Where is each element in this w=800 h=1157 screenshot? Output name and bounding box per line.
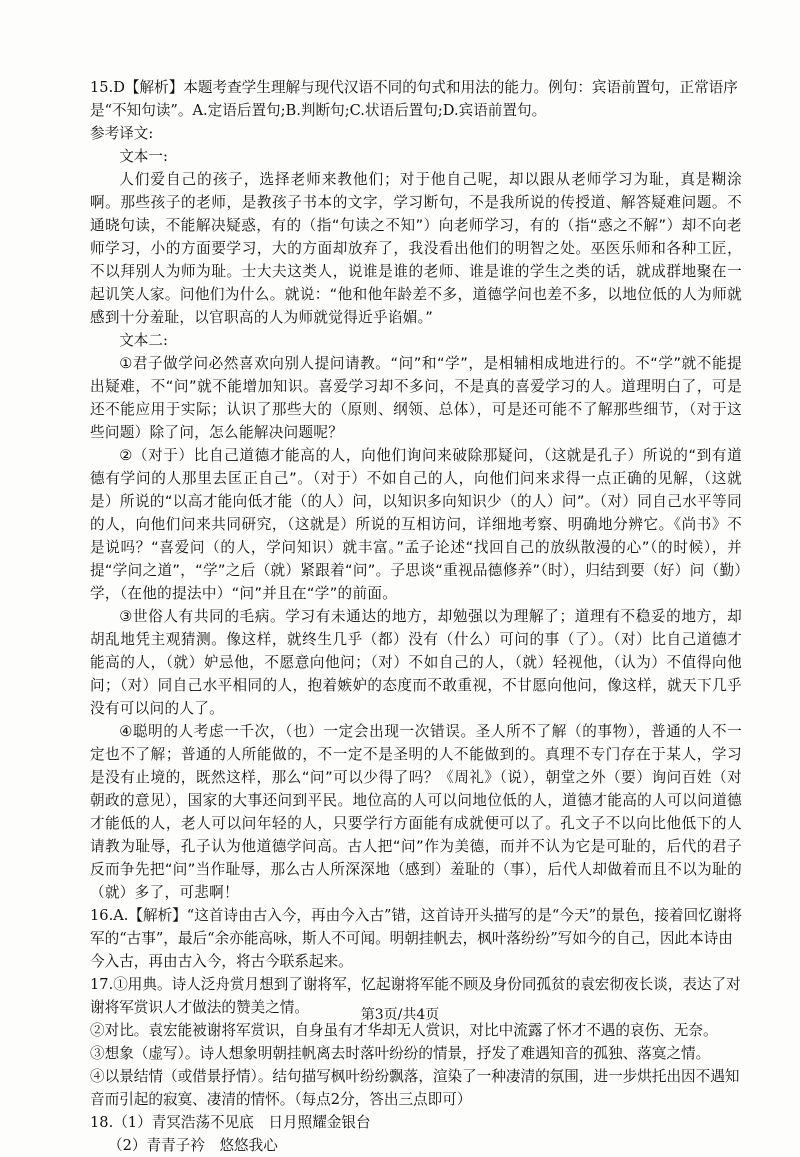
text2-paragraph-2: ②（对于）比自己道德才能高的人，向他们询问来破除那疑问，（这就是孔子）所说的“到有道德有学问的人那里去匡正自己”。（对于）不如自己的人，向他们问来求得一点正确的见解，（这就是）所说的“以高才能向低才能（的人）问，以知识多向知识少（的人）问”。（对）同自己水平等同的人，向他们问来共同研究，（这就是）所说的互相访问，详细地考察、明确地分辨它。《尚书》不是说吗？“喜爱问（的人，学问知识）就丰富。”孟子论述“找回自己的放纵散漫的心”（的时候），并提“学问之道”，“学”之后（就）紧跟着“问”。子思谈“重视品德修养”（时），归结到要（好）问（勤）学，（在他的提法中）“问”并且在“学”的前面。 — [90, 447, 742, 602]
q17-point-2: ②对比。袁宏能被谢将军赏识，自身虽有才华却无人赏识，对比中流露了怀才不遇的哀伤、无奈。 — [90, 1022, 718, 1039]
q17-point-1: 17.①用典。诗人泛舟赏月想到了谢将军，忆起谢将军能不顾及身份同孤贫的袁宏彻夜长谈，表达了对谢将军赏识人才做法的赞美之情。 — [90, 976, 741, 1016]
text2-paragraph-3: ③世俗人有共同的毛病。学习有未通达的地方，却勉强以为理解了；道理有不稳妥的地方，却胡乱地凭主观猜测。像这样，就终生几乎（都）没有（什么）可问的事（了）。（对）比自己道德才能高的人，（就）妒忌他，不愿意向他问；（对）不如自己的人，（就）轻视他，（认为）不值得向他问；（对）同自己水平相同的人，抱着嫉妒的态度而不敢重视，不甘愿向他问，像这样，就天下几乎没有可以问的人了。 — [90, 608, 742, 717]
page-number-footer: 第3页/共4页 — [360, 1007, 440, 1023]
q15-answer: 15.D【解析】本题考查学生理解与现代汉语不同的句式和用法的能力。例句：宾语前置句，正常语序是“不知句读”。A.定语后置句;B.判断句;C.状语后置句;D.宾语前置句。 — [90, 79, 738, 119]
text2-paragraph-1: ①君子做学问必然喜欢向别人提问请教。“问”和“学”，是相辅相成地进行的。不“学”就不能提出疑难，不“问”就不能增加知识。喜爱学习却不多问，不是真的喜爱学习的人。道理明白了，可是还不能应用于实际；认识了那些大的（原则、纲领、总体），可是还可能不了解那些细节，（对于这些问题）除了问，怎么能解决问题呢？ — [90, 355, 742, 441]
q18-answer-2: （2）青青子衿 悠悠我心 — [108, 1137, 278, 1154]
q17-point-4: ④以景结情（或借景抒情）。结句描写枫叶纷纷飘落，渲染了一种凄清的氛围，进一步烘托出因不遇知音而引起的寂寞、凄清的情怀。（每点2分，答出三点即可） — [90, 1068, 740, 1108]
q18-answer-1: 18.（1）青冥浩荡不见底 日月照耀金银台 — [90, 1114, 371, 1131]
reference-translation-heading: 参考译文: — [90, 125, 154, 142]
text1-paragraph: 人们爱自己的孩子，选择老师来教他们；对于他自己呢，却以跟从老师学习为耻，真是糊涂啊。那些孩子的老师，是教孩子书本的文字，学习断句，不是我所说的传授道、解答疑难问题。不通晓句读，不能解决疑惑，有的（指“句读之不知”）向老师学习，有的（指“惑之不解”）却不向老师学习，小的方面要学习，大的方面却放弃了，我没看出他们的明智之处。巫医乐师和各种工匠，不以拜别人为师为耻。士大夫这类人，说谁是谁的老师、谁是谁的学生之类的话，就成群地聚在一起讥笑人家。问他们为什么。就说：“他和他年龄差不多，道德学问也差不多，以地位低的人为师就感到十分羞耻，以官职高的人为师就觉得近乎谄媚。” — [90, 171, 742, 326]
text2-paragraph-4: ④聪明的人考虑一千次，（也）一定会出现一次错误。圣人所不了解（的事物），普通的人不一定也不了解；普通的人所能做的，不一定不是圣明的人不能做到的。真理不专门存在于某人，学习是没有止境的，既然这样，那么“问”可以少得了吗？《周礼》（说），朝堂之外（要）询问百姓（对朝政的意见），国家的大事还问到平民。地位高的人可以问地位低的人，道德才能高的人可以问道德才能低的人，老人可以问年轻的人，只要学行方面能有成就便可以了。孔文子不以向比他低下的人请教为耻辱，孔子认为他道德学问高。古人把“问”作为美德，而并不认为它是可耻的，后代的君子反而争先把“问”当作耻辱，那么古人所深深地（感到）羞耻的（事），后代人却做着而且不以为耻的（就）多了，可悲啊！ — [90, 723, 742, 901]
q17-point-3: ③想象（虚写）。诗人想象明朝挂帆离去时落叶纷纷的情景，抒发了难遇知音的孤独、落寞之情。 — [90, 1045, 711, 1062]
text2-heading: 文本二: — [119, 332, 168, 349]
text1-heading: 文本一: — [119, 148, 168, 165]
q16-answer: 16.A.【解析】“这首诗由古入今，再由今入古”错，这首诗开头描写的是“今天”的景色，接着回忆谢将军的“古事”，最后“余亦能高咏，斯人不可闻。明朝挂帆去，枫叶落纷纷”写如今的自己，因此本诗由今入古，再由古入今，将古今联系起来。 — [90, 907, 742, 970]
